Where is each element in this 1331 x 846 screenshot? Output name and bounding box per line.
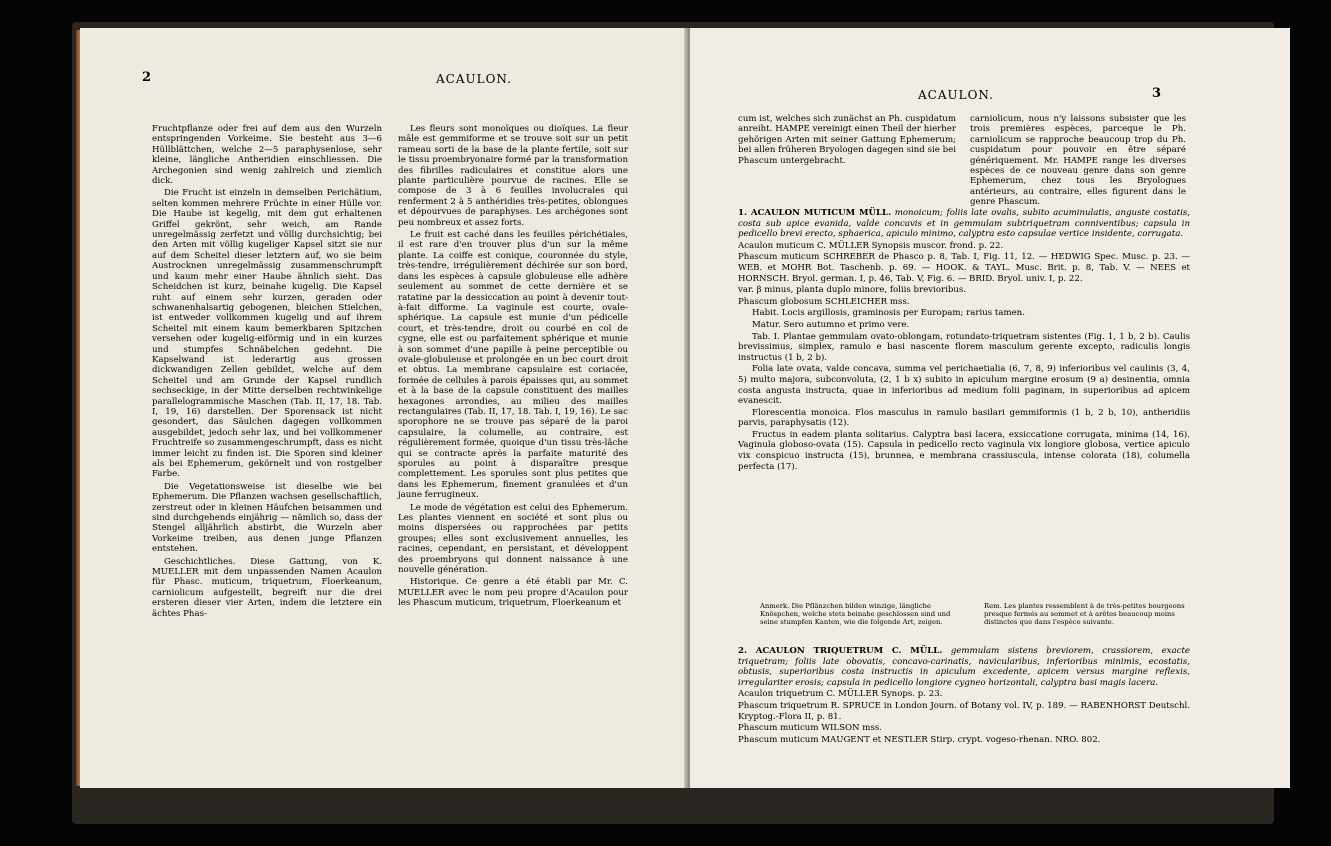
note-german: Anmerk. Die Pflänzchen bilden winzige, längliche Knöspchen, welche stets beinahe geschlossen sind und seine stumpfen Kanten, wie die folgende Art, zeigen. (760, 602, 951, 626)
maturation: Matur. Sero autumno et primo vere. (752, 319, 910, 330)
paragraph: Die Frucht ist einzeln in demselben Perichätium, selten kommen mehrere Früchte in einer Hülle vor. Die Haube ist kegelig, mit dem gut erhaltenen Griffel gekrönt, sehr weich, am Rande unregelmässig zerfetzt und völlig durchsichtig; bei den Arten mit völlig kugeliger Kapsel sitzt sie nur auf dem Scheitel dieser letztern auf, wo sie beim Austrocknen unregelmässig zusammenschrumpft und kaum mehr einer Haube ähnlich sieht. Das Scheidchen ist kurz, beinahe kugelig. Die Kapsel ruht auf einem sehr kurzen, geraden oder schwanenhalsartig gebogenen, bleichen Stielchen, ist entweder vollkommen kugelig und auf ihrem Scheitel mit einem kaum bemerkbaren Spitzchen versehen oder kugelig-eiförmig und in ein kurzes und stumpfes Schnäbelchen gedehnt. Die Kapselwand ist lederartig aus grossen dickwandigen Zellen gebildet, welche auf dem Scheitel und am Grunde der Kapsel rundlich sechseckige, in der Mitte derselben rechtwinkelige parallelogrammische Maschen (Tab. II, 17, 18. Tab. I, 19, 16) darstellen. Der Sporensack ist nicht gesondert, das Säulchen dagegen vollkommen ausgebildet, jedoch sehr lax, und bei vollkommener Fruchtreife so zusammengeschrumpft, dass es nicht immer leicht zu finden ist. Die Sporen sind kleiner als bei Ephemerum, gekörnelt und von rostgelber Farbe. (152, 188, 382, 480)
habitat: Habit. Locis argillosis, graminosis per Europam; rarius tamen. (752, 308, 1025, 319)
species-1-title: 1. ACAULON MUTICUM MÜLL. (738, 208, 892, 218)
synonym: Phascum triquetrum R. SPRUCE in London Journ. of Botany vol. IV, p. 189. — RABENHORST Deutschl. Kryptog.-Flora II, p. 81. (738, 700, 1190, 722)
paragraph: Historique. Ce genre a été établi par Mr. C. MUELLER avec le nom peu propre d'Acaulon pour les Phascum muticum, triquetrum, Floerkeanum et (398, 577, 628, 609)
synonym: Phascum muticum MAUGENT et NESTLER Stirp. crypt. vogeso-rhenan. NRO. 802. (738, 734, 1101, 745)
right-column-german (738, 114, 956, 168)
left-column-french (398, 124, 628, 611)
paragraph: Die Vegetationsweise ist dieselbe wie bei Ephemerum. Die Pflanzen wachsen gesellschaftlich, zerstreut oder in kleinen Häufchen beisammen und sind durchgehends einjährig — nämlich so, dass der Stengel alljährlich abstirbt, die Wurzeln aber Vorkeime treiben, aus denen junge Pflanzen entstehen. (152, 481, 382, 555)
right-column-french (970, 114, 1186, 210)
paragraph: carniolicum, nous n'y laissons subsister que les trois premières espèces, parceque le Ph. carniolicum se rapproche beaucoup trop du Ph. cuspidatum pour pouvoir en être séparé génériquement. Mr. HAMPE range les diverses espèces de ce nouveau genre dans son genre Ephemerum, chez tous les Bryologues antérieurs, au contraire, elles figurent dans le genre Phascum. (970, 114, 1186, 208)
right-page-number: 3 (1152, 86, 1162, 101)
species-2-title: 2. ACAULON TRIQUETRUM C. MÜLL. (738, 646, 943, 656)
paragraph: Fruchtpflanze oder frei auf dem aus den Wurzeln entspringenden Vorkeime. Sie besteht aus 3—6 Hüllblättchen, welche 2—5 paraphysenlose, sehr kleine, längliche Antheridien einschliessen. Die Archegonien sind wenig zahlreich und ziemlich dick. (152, 124, 382, 187)
synonym: Phascum muticum SCHREBER de Phasco p. 8, Tab. I, Fig. 11, 12. — HEDWIG Spec. Musc. p. 23. — WEB. et MOHR Bot. Taschenb. p. 69. — HOOK. & TAYL. Musc. Brit. p. 8, Tab. V. — NEES et HORNSCH. Bryol. german. I, p. 46, Tab. V, Fig. 6. — BRID. Bryol. univ. I, p. 22. (738, 252, 1190, 284)
description: Tab. I. Plantae gemmulam ovato-oblongam, rotundato-triquetram sistentes (Fig. 1, 1 b, 2 b). Caulis brevissimus, simplex, ramulo e basi nascente florem masculum gerente excepto, radiculis longis instructus (1 b, 2 b). (738, 331, 1190, 363)
description: Florescentia monoica. Flos masculus in ramulo basilari gemmiformis (1 b, 2 b, 10), antheridiis parvis, paraphysatis (12). (738, 407, 1190, 429)
left-running-head: ACAULON. (436, 72, 512, 86)
description: Fructus in eadem planta solitarius. Calyptra basi lacera, exsiccatione corrugata, minima (14, 16). Vaginula globoso-ovata (15). Capsula in pedicello recto vaginula vix longiore globosa, vertice apiculo vix conspicuo instructa (15), brunnea, e membrana crassiuscula, intense colorata (18), columella perfecta (17). (738, 429, 1190, 472)
paragraph: Le fruit est caché dans les feuilles périchétiales, il est rare d'en trouver plus d'un sur la même plante. La coiffe est conique, couronnée du style, très-tendre, irrégulièrement déchirée sur son bord, dans les espèces à capsule globuleuse elle adhère seulement au sommet de cette dernière et se ratatine par la dessiccation au point à devenir tout-à-fait difforme. La vaginule est courte, ovale-sphérique. La capsule est munie d'un pédicelle court, et très-tendre, droit ou courbé en col de cygne, elle est ou parfaitement sphérique et munie à son sommet d'une papille à peine perceptible ou ovale-globuleuse et prolongée en un bec court droit et obtus. La membrane capsulaire est coriacée, formée de cellules à parois épaisses qui, au sommet et à la base de la capsule constituent des mailles hexagones arrondies, au milieu des mailles rectangulaires (Tab. II, 17, 18. Tab. I, 19, 16). Le sac sporophore ne se trouve pas séparé de la paroi capsulaire, la columelle, au contraire, est régulièrement formée, quoique d'un tissu très-lâche qui se contracte après la parfaite maturité des sporules au point à disparaître presque complettement. Les sporules sont plus petites que dans les Ephemerum, finement granulées et d'un jaune ferrugineux. (398, 230, 628, 501)
synonym: Acaulon triquetrum C. MÜLLER Synops. p. 23. (738, 689, 943, 700)
species-1-diagnosis: monoicum; foliis late ovalis, subito acuminulatis, anguste costatis, costa sub apice evanida, valde concavis et in gemmulam subtriquetram conniventibus; capsula in pedicello brevi erecto, sphaerica, apiculo minimo, calyptra esto capsulae vertice insidente, corrugata. (738, 208, 1190, 240)
synonym: Phascum muticum WILSON mss. (738, 723, 883, 734)
species-2-diagnosis: gemmulam sistens breviorem, crassiorem, exacte triquetram; foliis late obovatis, concavo-carinatis, navicularibus, inferioribus minimis, ecostatis, obtusis, superioribus costa instructis in apiculum excedente, apicem versus margine reflexis, irregulariter erosis; capsula in pedicello longiore cygneo horizontali, calyptra basi magis lacera. (738, 646, 1190, 688)
right-running-head: ACAULON. (918, 88, 994, 102)
species-2-entry (738, 646, 1190, 746)
paragraph: Le mode de végétation est celui des Ephemerum. Les plantes viennent en société et sont plus ou moins dispersées ou rapprochées par petits groupes; elles sont exclusivement annuelles, les racines, cependant, en persistant, et développent des proembryons qui donnent naissance à une nouvelle génération. (398, 502, 628, 576)
description: Folia late ovata, valde concava, summa vel perichaetialia (6, 7, 8, 9) inferioribus vel caulinis (3, 4, 5) multo majora, subconvoluta, (2, 1 b x) subito in apiculum margine erosum (9 a) desinentia, omnia costa angusta instructa, quae in inferioribus ad medium folii paginam, in superioribus ad apicem evanescit. (738, 364, 1190, 407)
synonym: Phascum globosum SCHLEICHER mss. (738, 296, 910, 307)
left-page-number: 2 (142, 70, 152, 85)
paragraph: Geschichtliches. Diese Gattung, von K. MUELLER mit dem unpassenden Namen Acaulon für Phasc. muticum, triquetrum, Floerkeanum, carniolicum aufgestellt, begreift nur die drei ersteren dieser vier Arten, indem die letztere ein ächtes Phas- (152, 556, 382, 619)
note-french: Rem. Les plantes ressemblent à de très-petites bourgeons presque fermés au sommet et à arêtes beaucoup moins distinctes que dans l'espèce suivante. (984, 602, 1185, 626)
species-1-entry (738, 208, 1190, 473)
synonym: Acaulon muticum C. MÜLLER Synopsis muscor. frond. p. 22. (738, 240, 1004, 251)
paragraph: cum ist, welches sich zunächst an Ph. cuspidatum anreiht. HAMPE vereinigt einen Theil der hierher gehörigen Arten mit seiner Gattung Ephemerum; bei allen früheren Bryologen dagegen sind sie bei Phascum untergebracht. (738, 114, 956, 166)
paragraph: Les fleurs sont monoïques ou dioïques. La fleur mâle est gemmiforme et se trouve soit sur un petit rameau sorti de la base de la plante fertile, soit sur le tissu proembryonaire formé par la transformation des fibrilles radiculaires et constitue alors une plante particulière pourvue de racines. Elle se compose de 3 à 6 feuilles involucrales qui renferment 2 à 5 anthéridies très-petites, oblongues et dépourvues de paraphyses. Les archégones sont peu nombreux et assez forts. (398, 124, 628, 228)
left-column-german (152, 124, 382, 621)
synonym: var. β minus, planta duplo minore, foliis brevioribus. (738, 285, 967, 296)
